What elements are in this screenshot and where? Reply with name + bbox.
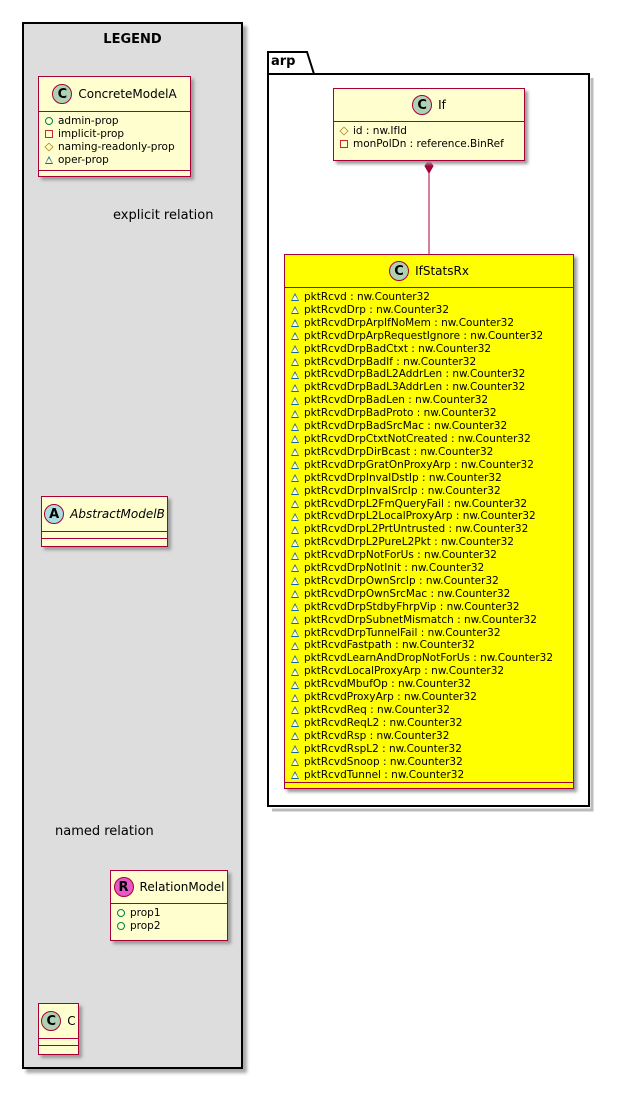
attribute-text: pktRcvdDrpInvalDstIp : nw.Counter32 xyxy=(304,471,502,484)
attribute-row xyxy=(291,304,573,317)
attribute-text: pktRcvdFastpath : nw.Counter32 xyxy=(304,639,475,652)
protected-visibility-icon xyxy=(339,127,348,136)
attribute-row xyxy=(291,575,573,588)
package-visibility-icon xyxy=(291,564,299,572)
explicit-relation-label: explicit relation xyxy=(113,208,214,223)
attribute-row xyxy=(291,665,573,678)
attribute-list xyxy=(334,122,524,154)
package-visibility-icon xyxy=(291,487,299,495)
package-visibility-icon xyxy=(291,745,299,753)
attribute-text: pktRcvdDrpL2LocalProxyArp : nw.Counter32 xyxy=(304,510,536,523)
package-visibility-icon xyxy=(291,642,299,650)
attribute-row xyxy=(291,433,573,446)
attribute-row xyxy=(291,536,573,549)
attribute-row xyxy=(291,510,573,523)
class-name: RelationModel xyxy=(139,880,225,894)
attribute-text: pktRcvdDrpSubnetMismatch : nw.Counter32 xyxy=(304,613,537,626)
package-visibility-icon xyxy=(291,384,299,392)
attribute-text: pktRcvdRspL2 : nw.Counter32 xyxy=(304,742,462,755)
package-visibility-icon xyxy=(291,306,299,314)
attribute-text: pktRcvdLearnAndDropNotForUs : nw.Counter32 xyxy=(304,652,554,665)
attribute-row xyxy=(291,691,573,704)
attribute-text: pktRcvdDrpL2PureL2Pkt : nw.Counter32 xyxy=(304,536,514,549)
package-visibility-icon xyxy=(291,603,299,611)
class-name: AbstractModelB xyxy=(70,507,165,521)
attribute-row xyxy=(291,549,573,562)
attribute-text: pktRcvdDrpDirBcast : nw.Counter32 xyxy=(304,445,494,458)
attribute-text: pktRcvdTunnel : nw.Counter32 xyxy=(304,768,465,781)
attribute-text: pktRcvdDrpL2PrtUntrusted : nw.Counter32 xyxy=(304,523,529,536)
class-stereotype-icon: R xyxy=(114,877,134,897)
attribute-row xyxy=(291,730,573,743)
legend-title: LEGEND xyxy=(103,32,162,47)
attribute-text: pktRcvdDrpBadCtxt : nw.Counter32 xyxy=(304,342,492,355)
attribute-row xyxy=(291,356,573,369)
attribute-text: prop1 xyxy=(130,907,161,919)
class-name: ConcreteModelA xyxy=(78,87,177,101)
attribute-text: pktRcvdDrpNotForUs : nw.Counter32 xyxy=(304,549,497,562)
package-visibility-icon xyxy=(291,526,299,534)
attribute-text: pktRcvdMbufOp : nw.Counter32 xyxy=(304,678,471,691)
package-visibility-icon xyxy=(291,461,299,469)
package-visibility-icon xyxy=(291,410,299,418)
attribute-row xyxy=(291,562,573,575)
attribute-row xyxy=(291,614,573,627)
attribute-row xyxy=(291,420,573,433)
attribute-row xyxy=(291,652,573,665)
package-visibility-icon xyxy=(291,319,299,327)
class-name: IfStatsRx xyxy=(415,264,469,278)
attribute-row xyxy=(291,343,573,356)
package-visibility-icon xyxy=(291,345,299,353)
attribute-row xyxy=(291,381,573,394)
package-visibility-icon xyxy=(291,371,299,379)
attribute-row xyxy=(340,138,524,151)
attribute-text: pktRcvdDrpBadIf : nw.Counter32 xyxy=(304,355,477,368)
package-visibility-icon xyxy=(291,293,299,301)
package-visibility-icon xyxy=(291,616,299,624)
attribute-text: monPolDn : reference.BinRef xyxy=(353,137,504,150)
attribute-row xyxy=(291,368,573,381)
attribute-text: implicit-prop xyxy=(58,127,125,140)
package-visibility-icon xyxy=(291,332,299,340)
attribute-text: id : nw.IfId xyxy=(353,125,407,137)
package-visibility-icon xyxy=(291,706,299,714)
package-visibility-icon xyxy=(291,758,299,766)
package-visibility-icon xyxy=(291,655,299,663)
package-visibility-icon xyxy=(291,474,299,482)
attribute-row xyxy=(291,498,573,511)
package-visibility-icon xyxy=(291,719,299,727)
class-stereotype-icon: C xyxy=(412,95,432,115)
attribute-text: pktRcvdReqL2 : nw.Counter32 xyxy=(304,716,463,729)
package-visibility-icon xyxy=(291,681,299,689)
attribute-text: pktRcvdProxyArp : nw.Counter32 xyxy=(304,691,477,704)
attribute-text: naming-readonly-prop xyxy=(58,140,175,153)
package-visibility-icon xyxy=(291,694,299,702)
attribute-text: pktRcvdDrpBadSrcMac : nw.Counter32 xyxy=(304,420,508,433)
attribute-row xyxy=(291,601,573,614)
attribute-row xyxy=(291,756,573,769)
attribute-row xyxy=(291,588,573,601)
attribute-text: pktRcvdDrpBadL2AddrLen : nw.Counter32 xyxy=(304,368,526,381)
attribute-row xyxy=(291,523,573,536)
package-visibility-icon xyxy=(291,397,299,405)
attribute-text: oper-prop xyxy=(58,153,109,166)
attribute-text: pktRcvdDrpOwnSrcIp : nw.Counter32 xyxy=(304,574,499,587)
attribute-text: pktRcvdDrpOwnSrcMac : nw.Counter32 xyxy=(304,587,511,600)
package-visibility-icon xyxy=(291,668,299,676)
attribute-text: pktRcvdDrpL2FmQueryFail : nw.Counter32 xyxy=(304,497,528,510)
attribute-text: pktRcvdDrpInvalSrcIp : nw.Counter32 xyxy=(304,484,501,497)
attribute-text: pktRcvdRsp : nw.Counter32 xyxy=(304,729,450,742)
package-visibility-icon xyxy=(291,577,299,585)
package-visibility-icon xyxy=(291,500,299,508)
attribute-text: pktRcvdDrpBadProto : nw.Counter32 xyxy=(304,407,497,420)
attribute-text: pktRcvdDrpCtxtNotCreated : nw.Counter32 xyxy=(304,432,531,445)
arp-title: arp xyxy=(271,54,296,69)
package-visibility-icon xyxy=(291,539,299,547)
attribute-row xyxy=(291,743,573,756)
attribute-text: pktRcvdReq : nw.Counter32 xyxy=(304,704,450,716)
package-visibility-icon xyxy=(291,629,299,637)
attribute-text: pktRcvdDrpNotInit : nw.Counter32 xyxy=(304,562,485,575)
class-stereotype-icon: C xyxy=(389,261,409,281)
attribute-row xyxy=(291,485,573,498)
package-visibility-icon xyxy=(291,358,299,366)
attribute-text: pktRcvdDrpArpIfNoMem : nw.Counter32 xyxy=(304,316,515,329)
attribute-row xyxy=(291,291,573,304)
attribute-row xyxy=(291,704,573,717)
attribute-row xyxy=(291,769,573,782)
attribute-row xyxy=(291,678,573,691)
attribute-row xyxy=(291,394,573,407)
attribute-row xyxy=(291,330,573,343)
package-visibility-icon xyxy=(291,435,299,443)
attribute-text: pktRcvdLocalProxyArp : nw.Counter32 xyxy=(304,665,505,678)
attribute-row xyxy=(291,446,573,459)
class-name: C xyxy=(67,1014,76,1028)
package-visibility-icon xyxy=(291,423,299,431)
attribute-row xyxy=(340,125,524,138)
package-visibility-icon xyxy=(291,513,299,521)
attribute-text: pktRcvdSnoop : nw.Counter32 xyxy=(304,755,463,768)
class-stereotype-icon: C xyxy=(52,84,72,104)
attribute-text: pktRcvdDrpBadL3AddrLen : nw.Counter32 xyxy=(304,381,526,394)
attribute-row xyxy=(291,407,573,420)
attribute-row xyxy=(291,717,573,730)
attribute-row xyxy=(291,639,573,652)
private-visibility-icon xyxy=(340,140,348,148)
ifstatsrx-class[interactable] xyxy=(284,254,574,789)
attribute-text: prop2 xyxy=(130,919,161,932)
attribute-row xyxy=(291,317,573,330)
attribute-text: admin-prop xyxy=(58,115,119,127)
package-visibility-icon xyxy=(291,552,299,560)
attribute-text: pktRcvdDrpGratOnProxyArp : nw.Counter32 xyxy=(304,458,534,471)
attribute-text: pktRcvdDrp : nw.Counter32 xyxy=(304,303,450,316)
attribute-text: pktRcvdDrpArpRequestIgnore : nw.Counter32 xyxy=(304,329,544,342)
attribute-row xyxy=(291,459,573,472)
package-visibility-icon xyxy=(291,771,299,779)
if-class[interactable] xyxy=(333,88,525,161)
named-relation-label: named relation xyxy=(55,824,154,839)
attribute-text: pktRcvd : nw.Counter32 xyxy=(304,291,430,303)
attribute-list xyxy=(285,288,573,784)
package-visibility-icon xyxy=(291,732,299,740)
attribute-text: pktRcvdDrpBadLen : nw.Counter32 xyxy=(304,394,489,407)
class-stereotype-icon: C xyxy=(41,1011,61,1031)
attribute-row xyxy=(291,472,573,485)
attribute-row xyxy=(291,627,573,640)
attribute-text: pktRcvdDrpTunnelFail : nw.Counter32 xyxy=(304,626,501,639)
attribute-text: pktRcvdDrpStdbyFhrpVip : nw.Counter32 xyxy=(304,600,520,613)
class-stereotype-icon: A xyxy=(44,504,64,524)
package-visibility-icon xyxy=(291,448,299,456)
class-name: If xyxy=(438,98,446,112)
package-visibility-icon xyxy=(291,590,299,598)
